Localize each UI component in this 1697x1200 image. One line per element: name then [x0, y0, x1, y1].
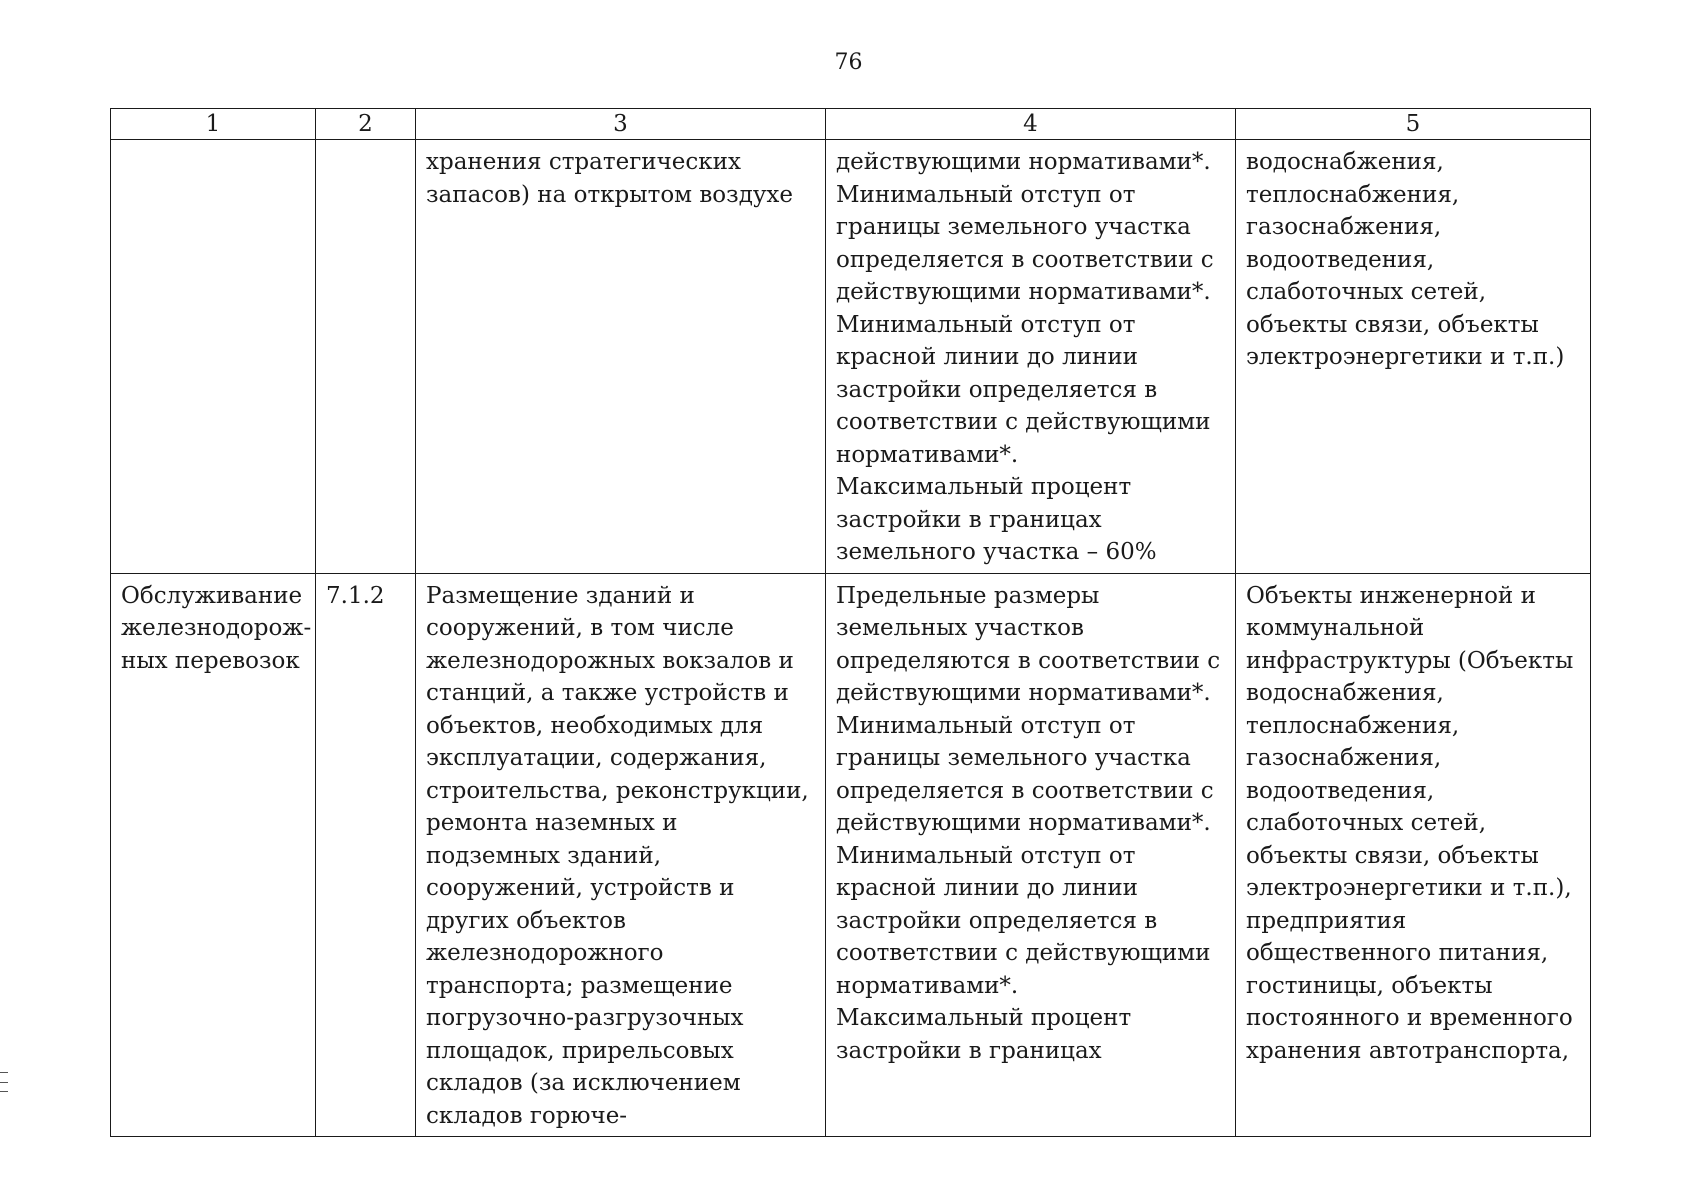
cell-parameters	[826, 140, 1236, 574]
cell-parameters	[826, 573, 1236, 1137]
column-header-3: 3	[416, 109, 826, 140]
parameter-line: Минимальный отступ от красной линии до линии застройки определяется в соответствии с действующими нормативами*.	[836, 842, 1211, 999]
cell-use-description: хранения стратегических запасов) на открытом воздухе	[416, 140, 826, 574]
parameter-line: действующими нормативами*.	[836, 149, 1211, 175]
margin-mark	[0, 1072, 8, 1073]
cell-auxiliary-uses: водоснабжения, теплоснабжения, газоснабжения, водоотведения, слаботочных сетей, объекты связи, объекты электроэнергетики и т.п.)	[1236, 140, 1591, 574]
cell-use-code: 7.1.2	[316, 573, 416, 1137]
table-row	[111, 140, 1591, 574]
cell-auxiliary-uses: Объекты инженерной и коммунальной инфраструктуры (Объекты водоснабжения, теплоснабжения, газоснабжения, водоотведения, слаботочных сетей, объекты связи, объекты электроэнергетики и т.п.), предприятия общественного питания, гостиницы, объекты постоянного и временного хранения автотранспорта,	[1236, 573, 1591, 1137]
parameter-line: Максимальный процент застройки в границах земельного участка – 60%	[836, 474, 1157, 565]
parameter-line: Минимальный отступ от красной линии до линии застройки определяется в соответствии с действующими нормативами*.	[836, 311, 1211, 468]
zoning-table	[110, 108, 1591, 1137]
margin-mark	[0, 1091, 8, 1092]
parameter-line: Минимальный отступ от границы земельного участка определяется в соответствии с действующими нормативами*.	[836, 181, 1214, 305]
cell-use-code	[316, 140, 416, 574]
margin-mark	[0, 1082, 8, 1083]
table-row	[111, 573, 1591, 1137]
cell-use-name	[111, 140, 316, 574]
cell-use-description: Размещение зданий и сооружений, в том числе железнодорожных вокзалов и станций, а также устройств и объектов, необходимых для эксплуатации, содержания, строительства, реконструкции, ремонта наземных и подземных зданий, сооружений, устройств и других объектов железнодорожного транспорта; размещение погрузочно-разгрузочных площадок, прирельсовых складов (за исключением складов горюче-	[416, 573, 826, 1137]
column-header-5: 5	[1236, 109, 1591, 140]
column-header-2: 2	[316, 109, 416, 140]
parameter-line: Минимальный отступ от границы земельного участка определяется в соответствии с действующими нормативами*.	[836, 712, 1214, 836]
column-header-1: 1	[111, 109, 316, 140]
column-header-4: 4	[826, 109, 1236, 140]
cell-use-name: Обслуживание железнодорож-ных перевозок	[111, 573, 316, 1137]
parameter-line: Предельные размеры земельных участков определяются в соответствии с действующими нормативами*.	[836, 582, 1221, 706]
parameter-line: Максимальный процент застройки в границах	[836, 1005, 1132, 1064]
table-header-row	[111, 109, 1591, 140]
page-number: 76	[834, 50, 863, 75]
